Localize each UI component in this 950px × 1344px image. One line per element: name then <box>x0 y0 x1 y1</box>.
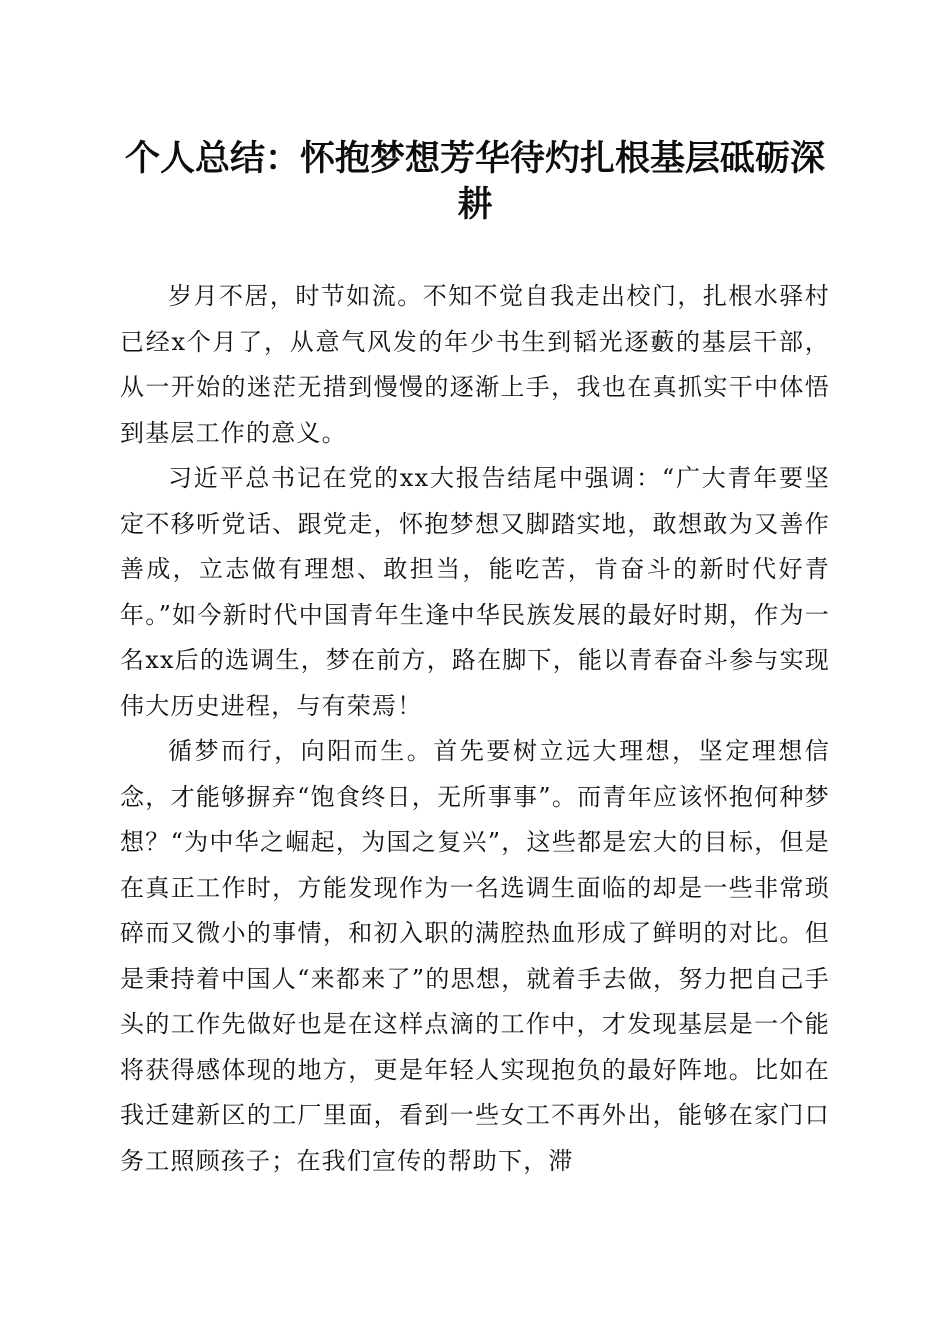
document-title: 个人总结：怀抱梦想芳华待灼扎根基层砥砺深耕 <box>124 138 825 225</box>
paragraph-2: 习近平总书记在党的xx大报告结尾中强调：“广大青年要坚定不移听党话、跟党走，怀抱梦想又脚踏实地，敢想敢为又善作善成，立志做有理想、敢担当，能吃苦，肯奋斗的新时代好青年。”如今新时代中国青年生逢中华民族发展的最好时期，作为一名xx后的选调生，梦在前方，路在脚下，能以青春奋斗参与实现伟大历史进程，与有荣焉！ <box>120 464 830 720</box>
paragraph-3: 循梦而行，向阳而生。首先要树立远大理想，坚定理想信念，才能够摒弃“饱食终日，无所事事”。而青年应该怀抱何种梦想？“为中华之崛起，为国之复兴”，这些都是宏大的目标，但是在真正工作时，方能发现作为一名选调生面临的却是一些非常琐碎而又微小的事情，和初入职的满腔热血形成了鲜明的对比。但是秉持着中国人“来都来了”的思想，就着手去做，努力把自己手头的工作先做好也是在这样点滴的工作中，才发现基层是一个能将获得感体现的地方，更是年轻人实现抱负的最好阵地。比如在我迁建新区的工厂里面，看到一些女工不再外出，能够在家门口务工照顾孩子；在我们宣传的帮助下，滞 <box>120 737 830 1175</box>
paragraph-1: 岁月不居，时节如流。不知不觉自我走出校门，扎根水驿村已经x个月了，从意气风发的年少书生到韬光逐藪的基层干部，从一开始的迷茫无措到慢慢的逐渐上手，我也在真抓实干中体悟到基层工作的意义。 <box>120 282 830 447</box>
document-body <box>120 274 830 1184</box>
